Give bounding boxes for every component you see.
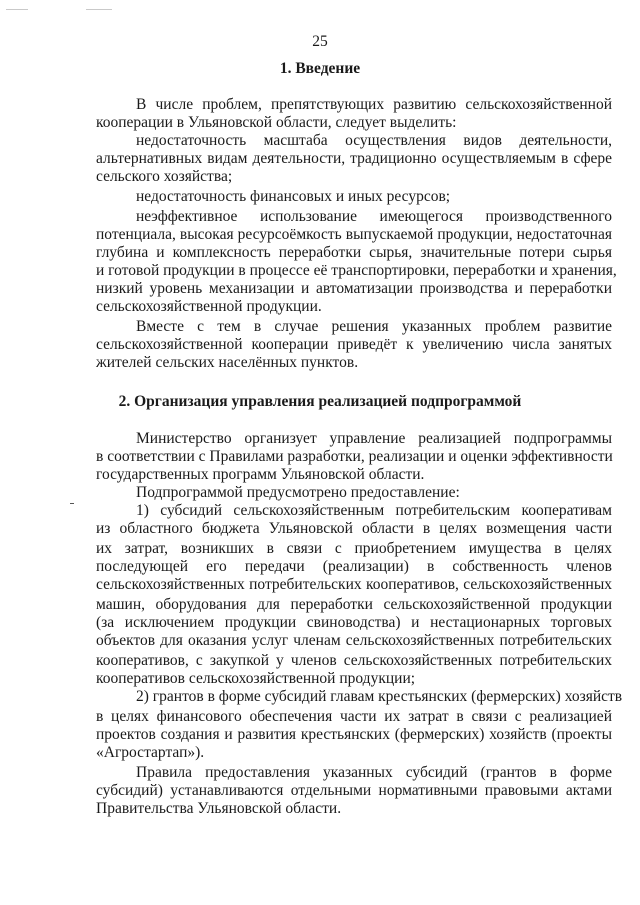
scan-artifact [86,9,112,10]
page-number: 25 [312,33,328,50]
text-line: машин, оборудования для переработки сельскохозяйственной продукции [96,596,612,613]
text-line: неэффективное использование имеющегося производственного [136,208,612,225]
text-line: 2) грантов в форме субсидий главам крестьянских (фермерских) хозяйств [136,688,623,705]
text-line: сельскохозяйственных потребительских кооперативов, сельскохозяйственных [96,576,612,593]
scan-artifact [6,9,28,10]
text-line: Правила предоставления указанных субсидий (грантов в форме [136,764,612,781]
text-line: «Агростартап»). [96,744,205,761]
text-line: в целях финансового обеспечения части их затрат в связи с реализацией [96,708,612,725]
text-line: Вместе с тем в случае решения указанных проблем развитие [136,318,612,335]
text-line: кооперативов, с закупкой у членов сельскохозяйственных потребительских [96,652,612,669]
text-line: глубина и комплексность переработки сырья, значительные потери сырья [96,244,612,261]
text-line: потенциала, высокая ресурсоёмкость выпускаемой продукции, недостаточная [96,226,612,243]
text-line: их затрат, возникших в связи с приобретением имущества в целях [96,540,612,557]
text-line: В числе проблем, препятствующих развитию сельскохозяйственной [136,96,612,113]
text-line: Подпрограммой предусмотрено предоставление: [136,484,460,501]
text-line: Правительства Ульяновской области. [96,800,342,817]
text-line: субсидий) устанавливаются отдельными нормативными правовыми актами [96,782,612,799]
text-line: последующей его передачи (реализации) в собственность членов [96,558,612,575]
text-line: 1) субсидий сельскохозяйственным потребительским кооперативам [136,502,612,519]
section-heading-management: 2. Организация управления реализацией подпрограммой [118,393,522,410]
text-line: недостаточность масштаба осуществления видов деятельности, [136,132,612,149]
text-line: недостаточность финансовых и иных ресурсов; [136,188,451,205]
margin-mark [70,503,74,504]
text-line: сельскохозяйственной продукции. [96,298,322,315]
text-line: в соответствии с Правилами разработки, реализации и оценки эффективности [96,448,613,465]
text-line: низкий уровень механизации и автоматизации производства и переработки [96,280,612,297]
section-heading-introduction: 1. Введение [279,60,361,77]
text-line: объектов для оказания услуг членам сельскохозяйственных потребительских [96,632,612,649]
text-line: и готовой продукции в процессе её транспортировки, переработки и хранения, [96,262,617,279]
text-line: кооперативов сельскохозяйственной продукции; [96,670,416,687]
text-line: Министерство организует управление реализацией подпрограммы [136,430,612,447]
text-line: сельскохозяйственной кооперации приведёт к увеличению числа занятых [96,336,612,353]
text-line: альтернативных видам деятельности, традиционно осуществляемым в сфере [96,150,612,167]
text-line: проектов создания и развития крестьянских (фермерских) хозяйств (проекты [96,726,612,743]
text-line: жителей сельских населённых пунктов. [96,354,359,371]
text-line: сельского хозяйства; [96,168,233,185]
text-line: кооперации в Ульяновской области, следует выделить: [96,114,457,131]
text-line: из областного бюджета Ульяновской области в целях возмещения части [96,520,612,537]
text-line: (за исключением продукции свиноводства) и нестационарных торговых [96,614,612,631]
text-line: государственных программ Ульяновской области. [96,466,425,483]
